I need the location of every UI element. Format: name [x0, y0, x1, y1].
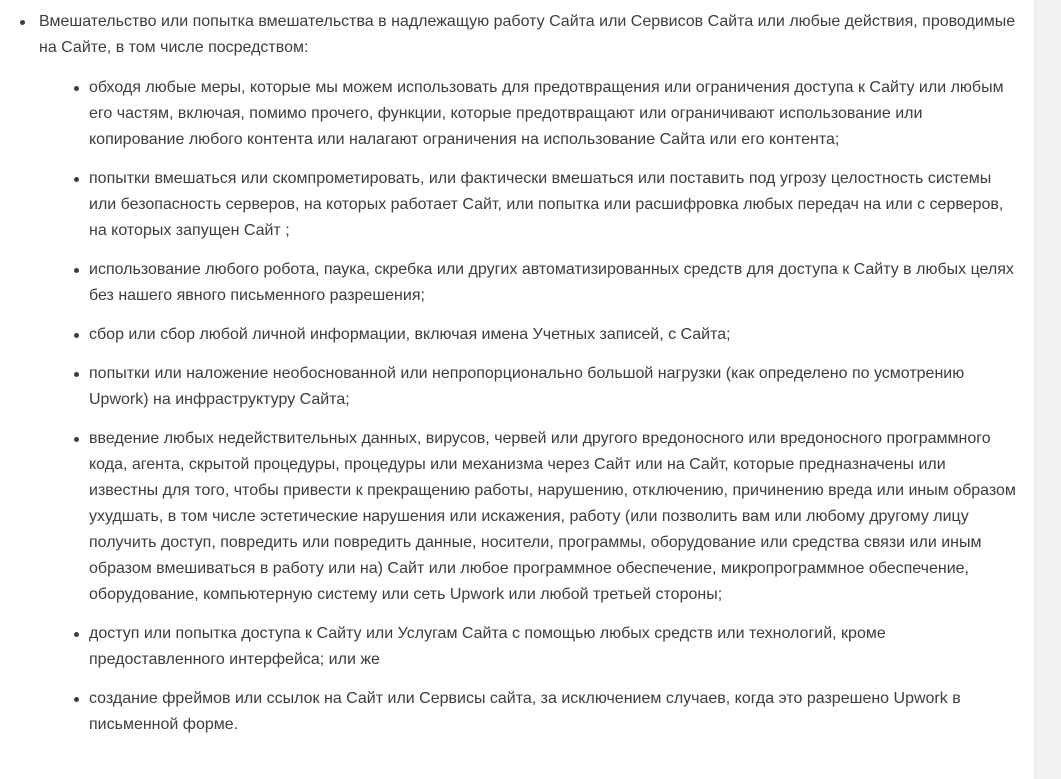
list-item: [16, 9, 1016, 738]
bullet-icon: [74, 697, 79, 702]
nested-list-item: [39, 322, 1019, 348]
nested-list-item: [39, 686, 1019, 738]
nested-list-item-text: попытки вмешаться или скомпрометировать, или фактически вмешаться или поставить под угрозу целостность системы или безопасность серверов, на которых работает Сайт, или попытка или расшифровка любых передач на или с серверов, на которых запущен Сайт ;: [89, 170, 1004, 239]
nested-list-item: [39, 621, 1019, 673]
bullet-icon: [20, 20, 25, 25]
nested-list-item: [39, 257, 1019, 309]
nested-list-item-text: обходя любые меры, которые мы можем использовать для предотвращения или ограничения доступа к Сайту или любым его частям, включая, помимо прочего, функции, которые предотвращают или ограничивают использование или копирование любого контента или налагают ограничения на использование Сайта или его контента;: [89, 79, 1004, 148]
nested-list-item-text: создание фреймов или ссылок на Сайт или Сервисы сайта, за исключением случаев, когда это разрешено Upwork в письменной форме.: [89, 690, 961, 733]
nested-list-item: [39, 166, 1019, 244]
bullet-icon: [74, 632, 79, 637]
list-item-text: Вмешательство или попытка вмешательства в надлежащую работу Сайта или Сервисов Сайта или любые действия, проводимые на Сайте, в том числе посредством:: [39, 13, 1016, 56]
bullet-icon: [74, 372, 79, 377]
terms-list: [16, 9, 1016, 751]
bullet-icon: [74, 333, 79, 338]
nested-list: [39, 75, 1016, 738]
nested-list-item: [39, 75, 1019, 153]
nested-list-item-text: доступ или попытка доступа к Сайту или Услугам Сайта с помощью любых средств или технологий, кроме предоставленного интерфейса; или же: [89, 625, 886, 668]
nested-list-item-text: попытки или наложение необоснованной или непропорционально большой нагрузки (как определено по усмотрению Upwork) на инфраструктуру Сайта;: [89, 365, 965, 408]
bullet-icon: [74, 86, 79, 91]
bullet-icon: [74, 437, 79, 442]
nested-list-item: [39, 426, 1019, 608]
page-margin: [1034, 0, 1061, 779]
nested-list-item-text: использование любого робота, паука, скребка или других автоматизированных средств для доступа к Сайту в любых целях без нашего явного письменного разрешения;: [89, 261, 1014, 304]
nested-list-item-text: сбор или сбор любой личной информации, включая имена Учетных записей, с Сайта;: [89, 326, 731, 343]
nested-list-item: [39, 361, 1019, 413]
nested-list-item-text: введение любых недействительных данных, вирусов, червей или другого вредоносного или вредоносного программного кода, агента, скрытой процедуры, процедуры или механизма через Сайт или на Сайт, которые предназначены или известны для того, чтобы привести к прекращению работы, нарушению, отключению, причинению вреда или иным образом ухудшать, в том числе эстетические нарушения или искажения, работу (или позволить вам или любому другому лицу получить доступ, повредить или повредить данные, носители, программы, оборудование или средства связи или иным образом вмешиваться в работу или на) Сайт или любое программное обеспечение, микропрограммное обеспечение, оборудование, компьютерную систему или сеть Upwork или любой третьей стороны;: [89, 430, 1016, 603]
bullet-icon: [74, 268, 79, 273]
bullet-icon: [74, 177, 79, 182]
